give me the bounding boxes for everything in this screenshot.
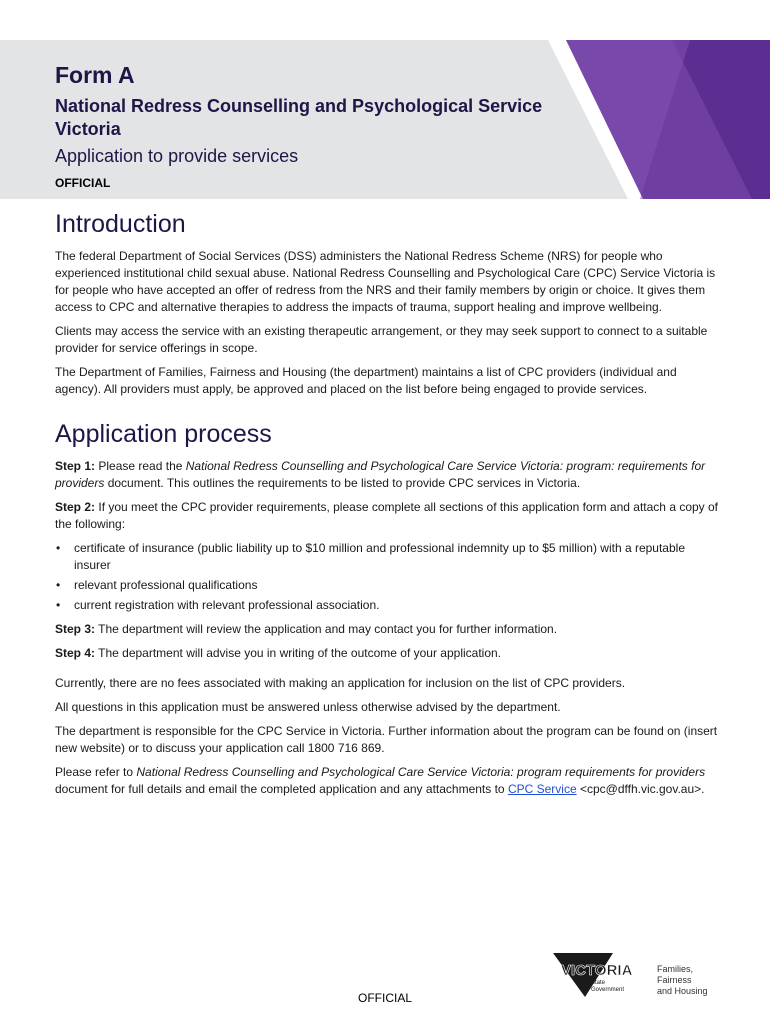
step-1	[55, 458, 720, 492]
application-process-heading: Application process	[55, 420, 272, 448]
form-subtitle: Application to provide services	[55, 146, 299, 166]
logo-subtext: Government	[591, 987, 625, 993]
footer-classification: OFFICIAL	[357, 991, 412, 1005]
note-paragraph: Currently, there are no fees associated with making an application for inclusion on the list of CPC providers.	[55, 676, 626, 690]
note-paragraph: The department is responsible for the CPC Service in Victoria. Further information about the program can be found on (insert new website) or to discuss your application call 1800 716 869.	[55, 724, 718, 755]
header-banner	[0, 40, 770, 199]
introduction-heading: Introduction	[55, 210, 186, 238]
attachment-list	[55, 540, 720, 614]
step-label: Step 4:	[55, 646, 96, 660]
intro-paragraph: The federal Department of Social Services (DSS) administers the National Redress Scheme (NRS) for people who experienced institutional child sexual abuse. National Redress Counselling and Psychological Care (CPC) Service Victoria is for people who have accepted an offer of redress from the NRS and their family members by origin or choice. It gives them access to CPC and alternative therapies to address the impacts of trauma, support healing and improve wellbeing.	[55, 249, 716, 314]
step-text: The department will advise you in writing of the outcome of your application.	[98, 646, 502, 660]
intro-paragraph: The Department of Families, Fairness and Housing (the department) maintains a list of CPC providers (individual and agency). All providers must apply, be approved and placed on the list before being engaged to provide services.	[55, 365, 677, 396]
classification-label: OFFICIAL	[55, 176, 111, 190]
step-label: Step 2:	[55, 500, 96, 514]
bullet-icon: •	[56, 541, 61, 555]
step-2	[55, 499, 720, 533]
bullet-icon: •	[56, 578, 61, 592]
application-process-section	[55, 418, 720, 798]
list-item: • certificate of insurance (public liability up to $10 million and professional indemnity up to $5 million) with a reputable insurer	[56, 541, 685, 572]
victoria-state-government-logo	[553, 951, 645, 999]
list-item: • relevant professional qualifications	[56, 578, 258, 592]
step-text: The department will review the application and may contact you for further information.	[98, 622, 558, 636]
step-text: If you meet the CPC provider requirements, please complete all sections of this application form and attach a copy of the following:	[55, 500, 719, 531]
bullet-icon: •	[56, 598, 61, 612]
main-content	[55, 208, 720, 805]
intro-paragraph: Clients may access the service with an existing therapeutic arrangement, or they may seek support to connect to a suitable provider for service offerings in scope.	[55, 324, 708, 355]
step-label: Step 3:	[55, 622, 96, 636]
step-3	[55, 621, 720, 638]
logo-text: VICTORIA	[561, 962, 633, 979]
note-paragraph: All questions in this application must be answered unless otherwise advised by the department.	[55, 700, 561, 714]
introduction-section	[55, 208, 720, 398]
document-title: National Redress Counselling and Psychological Care Service Victoria: program requirements for providers	[136, 765, 706, 779]
step-text: Please read the	[98, 459, 183, 473]
form-label: Form A	[55, 62, 135, 88]
step-4	[55, 645, 720, 662]
department-name: Families, Fairness and Housing	[657, 964, 708, 996]
logo-subtext: State	[591, 980, 606, 986]
step-text: document. This outlines the requirements to be listed to provide CPC services in Victoria.	[107, 476, 581, 490]
document-title: National Redress Counselling and Psychological Care Service Victoria: program: requirements for providers	[55, 459, 706, 490]
refer-paragraph: Please refer to National Redress Counselling and Psychological Care Service Victoria: program requirements for providers document for full details and email the completed application and any attachments to CPC Service <cpc@dffh.vic.gov.au>.	[55, 765, 706, 796]
step-label: Step 1:	[55, 459, 96, 473]
list-item: • current registration with relevant professional association.	[56, 598, 380, 612]
cpc-service-email-link[interactable]: CPC Service	[507, 782, 577, 796]
form-title: National Redress Counselling and Psychological Service Victoria	[55, 96, 543, 139]
